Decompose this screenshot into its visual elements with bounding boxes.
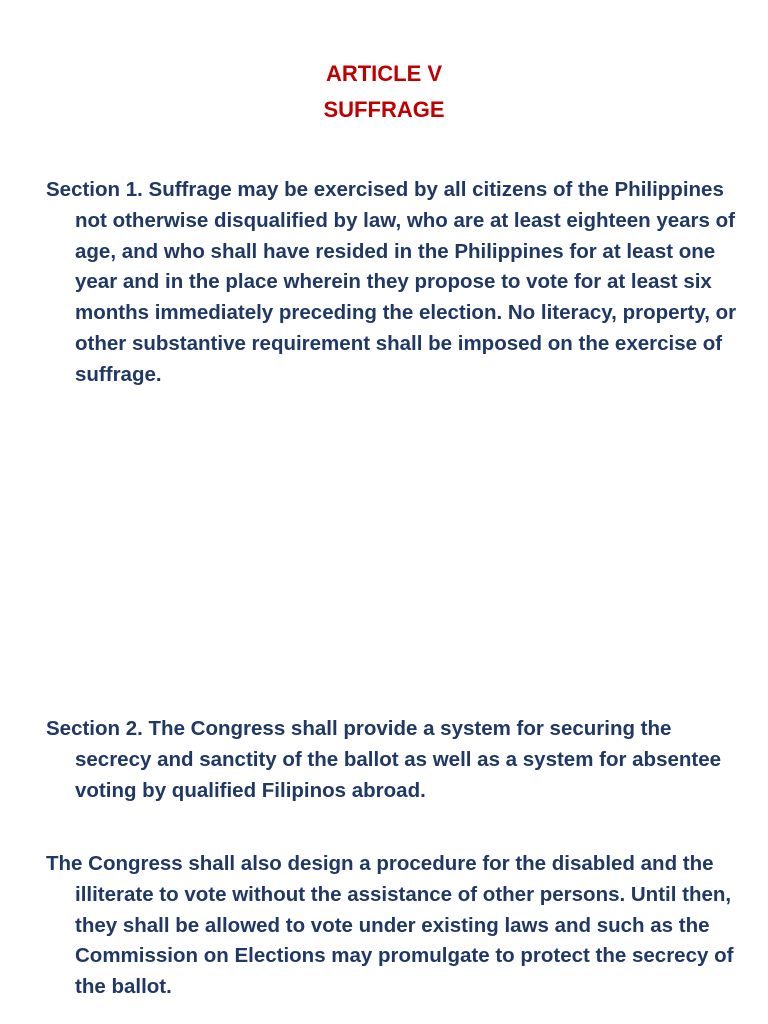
article-heading: ARTICLE V <box>325 61 443 86</box>
page-title <box>0 56 768 128</box>
section-2-continuation-paragraph: The Congress shall also design a procedure for the disabled and the illiterate to vote without the assistance of other persons. Until then, they shall be allowed to vote under existing laws and such as the Commission on Elections may promulgate to protect the secrecy of the ballot. <box>46 852 734 999</box>
section-2-paragraph: Section 2. The Congress shall provide a system for securing the secrecy and sanctity of the ballot as well as a system for absentee voting by qualified Filipinos abroad. <box>46 717 722 802</box>
section-1-paragraph: Section 1. Suffrage may be exercised by all citizens of the Philippines not otherwise disqualified by law, who are at least eighteen years of age, and who shall have resided in the Philippines for at least one year and in the place wherein they propose to vote for at least six months immediately preceding the election. No literacy, property, or other substantive requirement shall be imposed on the exercise of suffrage. <box>46 178 737 386</box>
article-subject: SUFFRAGE <box>323 97 445 122</box>
